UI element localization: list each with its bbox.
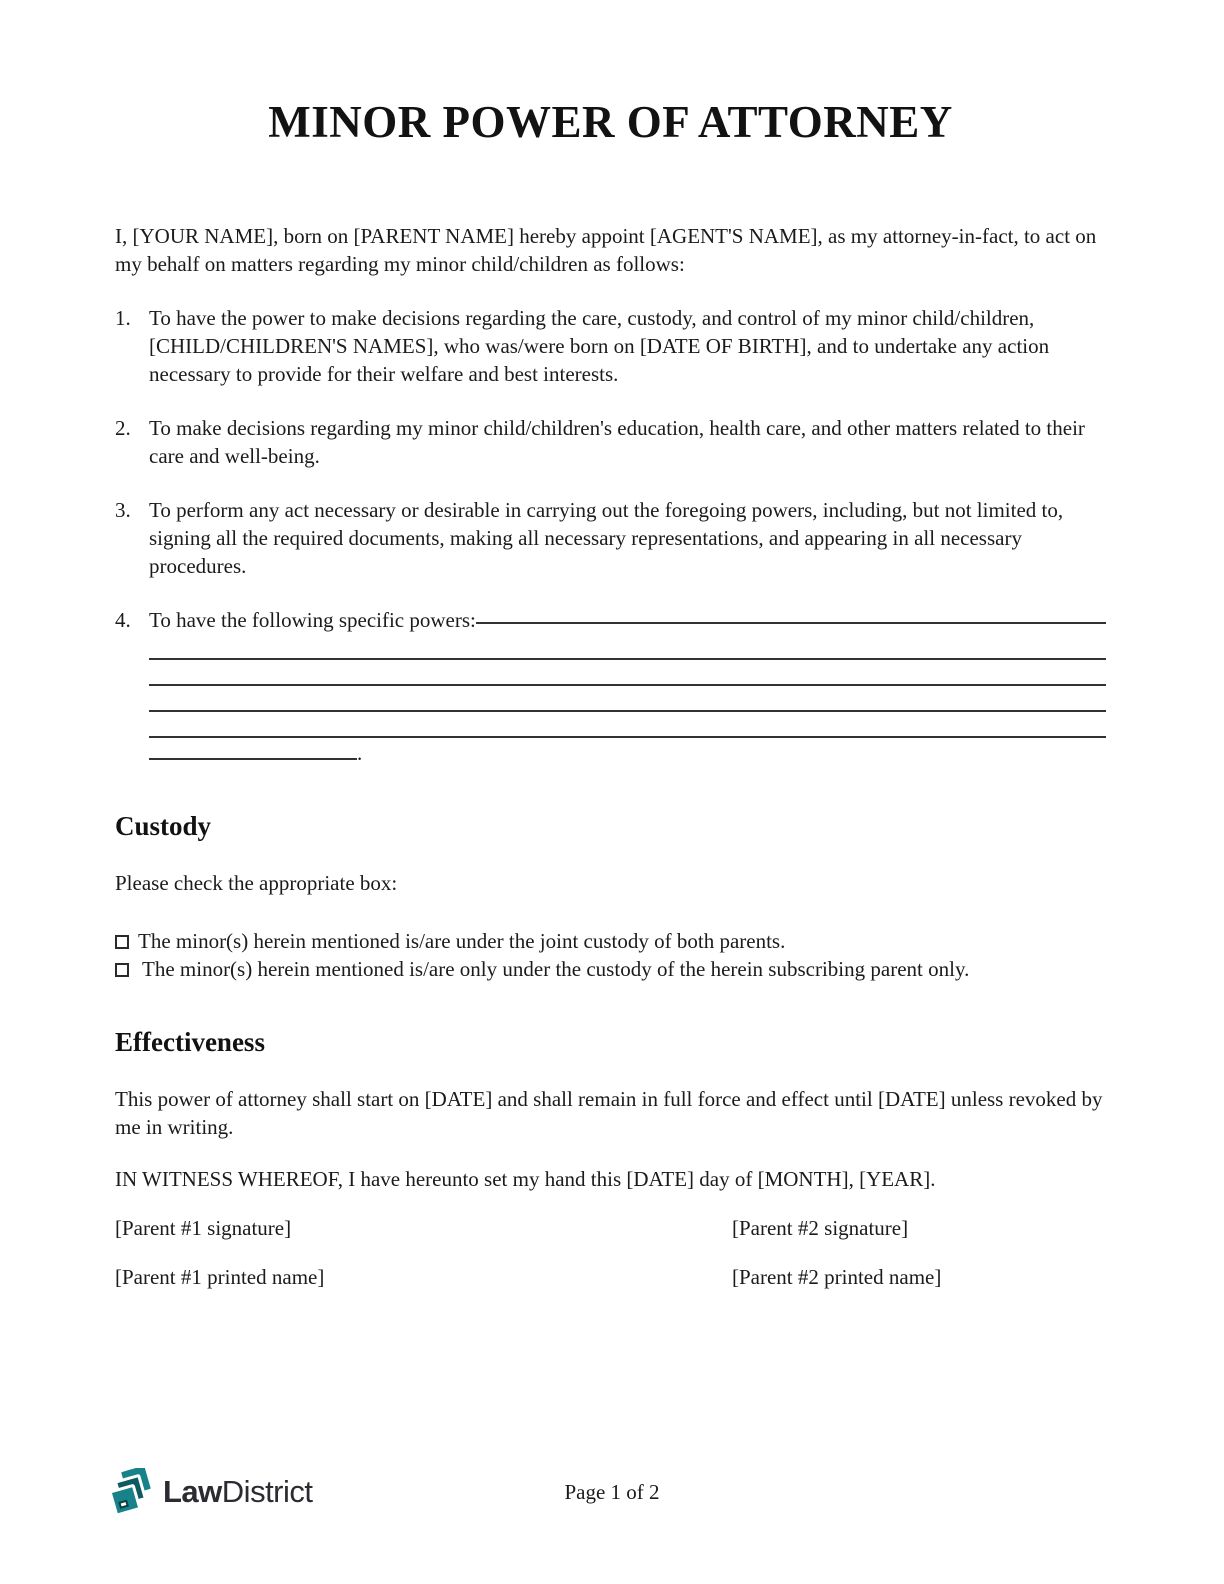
sole-custody-checkbox[interactable]	[115, 963, 129, 977]
parent2-printed-name-label: [Parent #2 printed name]	[732, 1265, 942, 1289]
blank-write-in-line-short[interactable]	[149, 738, 357, 760]
specific-powers-blank-lines	[149, 636, 1106, 767]
custody-option-sole	[115, 955, 1106, 983]
item-number: 2.	[115, 416, 131, 440]
page-number: Page 1 of 2	[564, 1480, 660, 1504]
effectiveness-heading: Effectiveness	[115, 1027, 265, 1057]
list-item-2	[115, 414, 1106, 470]
item-text: To perform any act necessary or desirable in carrying out the foregoing powers, including, but not limited to, signing all the required documents, making all necessary representations, and appearing in all necessary procedures.	[149, 498, 1064, 578]
logo-text-district: District	[221, 1474, 313, 1509]
parent2-signature-label: [Parent #2 signature]	[732, 1216, 909, 1240]
list-item-4	[115, 606, 1106, 634]
lawdistrict-logo	[108, 1468, 313, 1516]
parent1-printed-name-label: [Parent #1 printed name]	[115, 1265, 325, 1289]
custody-heading: Custody	[115, 811, 212, 841]
blank-write-in-line[interactable]	[149, 714, 1106, 738]
option-label: The minor(s) herein mentioned is/are only under the custody of the herein subscribing parent only.	[142, 957, 970, 981]
printed-name-row	[115, 1263, 1106, 1291]
item-text: To have the power to make decisions regarding the care, custody, and control of my minor child/children, [CHILD/CHILDREN'S NAMES], who was/were born on [DATE OF BIRTH], and to undertake any action necessary to provide for their welfare and best interests.	[149, 306, 1050, 386]
item-number: 1.	[115, 306, 131, 330]
list-item-1	[115, 304, 1106, 388]
option-label: The minor(s) herein mentioned is/are under the joint custody of both parents.	[138, 929, 786, 953]
specific-powers-fill-line[interactable]	[476, 603, 1106, 624]
witness-clause: IN WITNESS WHEREOF, I have hereunto set my hand this [DATE] day of [MONTH], [YEAR].	[115, 1167, 936, 1191]
line-end-period: .	[357, 741, 363, 765]
intro-paragraph: I, [YOUR NAME], born on [PARENT NAME] hereby appoint [AGENT'S NAME], as my attorney-in-fact, to act on my behalf on matters regarding my minor child/children as follows:	[115, 224, 1097, 276]
logo-text-law: Law	[163, 1474, 222, 1509]
blank-write-in-line[interactable]	[149, 688, 1106, 712]
document-title: MINOR POWER OF ATTORNEY	[268, 97, 953, 147]
page-footer	[0, 1462, 1224, 1532]
joint-custody-checkbox[interactable]	[115, 935, 129, 949]
stacked-documents-icon	[108, 1468, 156, 1516]
custody-instruction: Please check the appropriate box:	[115, 871, 398, 895]
item-number: 4.	[115, 608, 131, 632]
numbered-list	[115, 304, 1106, 634]
logo-wordmark	[163, 1474, 313, 1510]
signature-row	[115, 1214, 1106, 1242]
effectiveness-paragraph: This power of attorney shall start on [DATE] and shall remain in full force and effect until [DATE] unless revoked by me in writing.	[115, 1087, 1103, 1139]
blank-write-in-line[interactable]	[149, 662, 1106, 686]
item-text: To have the following specific powers:	[149, 608, 476, 632]
item-text: To make decisions regarding my minor child/children's education, health care, and other matters related to their care and well-being.	[149, 416, 1085, 468]
item-number: 3.	[115, 498, 131, 522]
list-item-3	[115, 496, 1106, 580]
blank-write-in-line[interactable]	[149, 636, 1106, 660]
custody-option-joint	[115, 927, 1106, 955]
parent1-signature-label: [Parent #1 signature]	[115, 1216, 292, 1240]
